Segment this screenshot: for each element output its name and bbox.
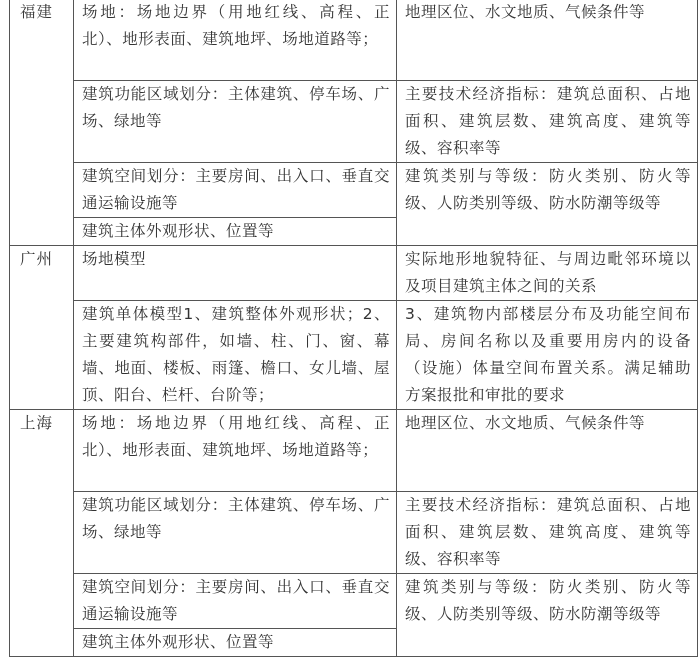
building-class-cell: 建筑类别与等级：防火类别、防火等级、人防类别等级、防水防潮等级等 bbox=[397, 163, 698, 246]
tech-indicator-cell: 主要技术经济指标：建筑总面积、占地面积、建筑层数、建筑高度、建筑等级、容积率等 bbox=[397, 492, 698, 574]
function-zone-cell: 建筑功能区域划分：主体建筑、停车场、广场、绿地等 bbox=[74, 492, 397, 574]
region-cell-fujian: 福建 bbox=[10, 0, 74, 246]
space-division-cell: 建筑空间划分：主要房间、出入口、垂直交通运输设施等 bbox=[74, 163, 397, 218]
table-row bbox=[10, 0, 698, 81]
region-requirements-table bbox=[9, 0, 698, 657]
function-zone-cell: 建筑功能区域划分：主体建筑、停车场、广场、绿地等 bbox=[74, 81, 397, 163]
region-cell-shanghai: 上海 bbox=[10, 410, 74, 657]
appearance-cell: 建筑主体外观形状、位置等 bbox=[74, 218, 397, 246]
site-content-cell: 场地：场地边界（用地红线、高程、正北）、地形表面、建筑地坪、场地道路等； bbox=[74, 410, 397, 492]
table-row bbox=[10, 574, 698, 629]
site-info-cell: 地理区位、水文地质、气候条件等 bbox=[397, 0, 698, 81]
building-class-cell: 建筑类别与等级：防火类别、防火等级、人防类别等级、防水防潮等级等 bbox=[397, 574, 698, 657]
site-relation-cell: 实际地形地貌特征、与周边毗邻环境以及项目建筑主体之间的关系 bbox=[397, 246, 698, 301]
table-row bbox=[10, 301, 698, 410]
site-model-cell: 场地模型 bbox=[74, 246, 397, 301]
table-row bbox=[10, 246, 698, 301]
appearance-cell: 建筑主体外观形状、位置等 bbox=[74, 629, 397, 657]
table-row bbox=[10, 410, 698, 492]
table-row bbox=[10, 81, 698, 163]
region-cell-guangzhou: 广州 bbox=[10, 246, 74, 410]
interior-layout-cell: 3、建筑物内部楼层分布及功能空间布局、房间名称以及重要用房内的设备（设施）体量空间布置关系。满足辅助方案报批和审批的要求 bbox=[397, 301, 698, 410]
table-row bbox=[10, 492, 698, 574]
site-info-cell: 地理区位、水文地质、气候条件等 bbox=[397, 410, 698, 492]
building-model-cell: 建筑单体模型1、建筑整体外观形状；2、主要建筑构部件，如墙、柱、门、窗、幕墙、地面、楼板、雨篷、檐口、女儿墙、屋顶、阳台、栏杆、台阶等； bbox=[74, 301, 397, 410]
space-division-cell: 建筑空间划分：主要房间、出入口、垂直交通运输设施等 bbox=[74, 574, 397, 629]
site-content-cell: 场地：场地边界（用地红线、高程、正北）、地形表面、建筑地坪、场地道路等； bbox=[74, 0, 397, 81]
table-row bbox=[10, 163, 698, 218]
tech-indicator-cell: 主要技术经济指标：建筑总面积、占地面积、建筑层数、建筑高度、建筑等级、容积率等 bbox=[397, 81, 698, 163]
